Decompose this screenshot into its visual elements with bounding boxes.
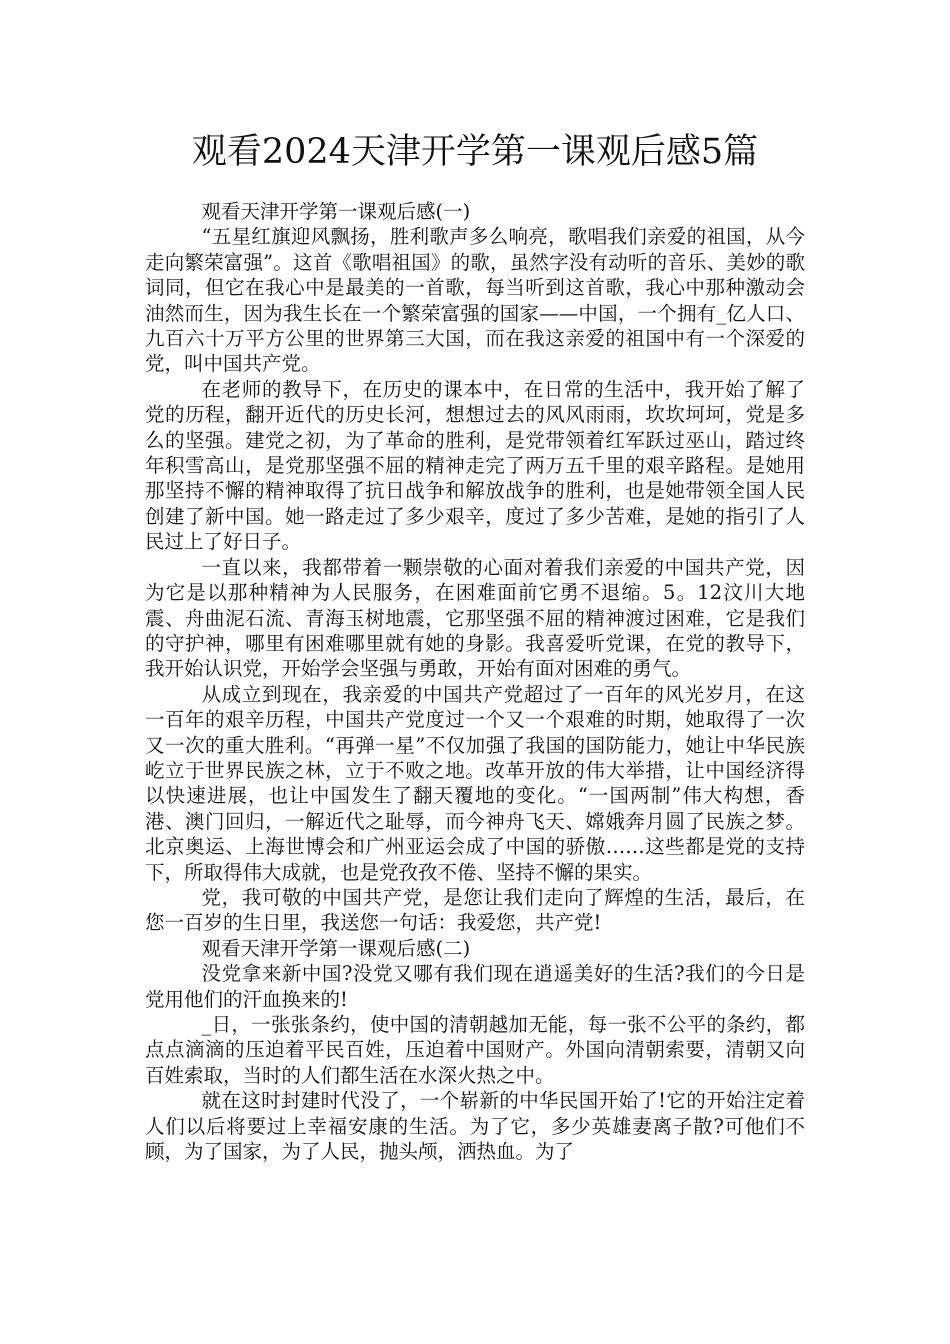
- section-heading-2: 观看天津开学第一课观后感(二): [201, 936, 471, 960]
- document-title: 观看2024天津开学第一课观后感5篇: [191, 132, 759, 172]
- paragraph: 就在这时封建时代没了，一个崭新的中华民国开始了!它的开始注定着人们以后将要过上幸福安康的生活。为了它，多少英雄妻离子散?可他们不顾，为了国家，为了人民，抛头颅，洒热血。为了: [145, 1089, 805, 1164]
- paragraph: _日，一张张条约，使中国的清朝越加无能，每一张不公平的条约，都点点滴滴的压迫着平民百姓，压迫着中国财产。外国向清朝索要，清朝又向百姓索取，当时的人们都生活在水深火热之中。: [145, 1013, 805, 1087]
- paragraph: 没党拿来新中国?没党又哪有我们现在逍遥美好的生活?我们的今日是党用他们的汗血换来的!: [145, 962, 805, 1011]
- paragraph: 从成立到现在，我亲爱的中国共产党超过了一百年的风光岁月，在这一百年的艰辛历程，中国共产党度过一个又一个艰难的时期，她取得了一次又一次的重大胜利。“再弹一星”不仅加强了我国的国防能力，她让中华民族屹立于世界民族之林，立于不败之地。改革开放的伟大举措，让中国经济得以快速进展，也让中国发生了翻天覆地的变化。“一国两制”伟大构想，香港、澳门回归，一解近代之耻辱，而今神舟飞天、嫦娥奔月圆了民族之梦。北京奥运、上海世博会和广州亚运会成了中国的骄傲……这些都是党的支持下，所取得伟大成就，也是党孜孜不倦、坚持不懈的果实。: [145, 682, 805, 884]
- document-body: [145, 199, 805, 1164]
- paragraph: 一直以来，我都带着一颗崇敬的心面对着我们亲爱的中国共产党，因为它是以那种精神为人民服务，在困难面前它勇不退缩。5。12汶川大地震、舟曲泥石流、青海玉树地震，它那坚强不屈的精神渡过困难，它是我们的守护神，哪里有困难哪里就有她的身影。我喜爱听党课，在党的教导下，我开始认识党，开始学会坚强与勇敢，开始有面对困难的勇气。: [145, 555, 805, 681]
- paragraph: 党，我可敬的中国共产党，是您让我们走向了辉煌的生活，最后，在您一百岁的生日里，我送您一句话：我爱您，共产党!: [145, 885, 805, 935]
- section-heading-1: 观看天津开学第一课观后感(一): [201, 200, 471, 223]
- paragraph: 在老师的教导下，在历史的课本中，在日常的生活中，我开始了解了党的历程，翻开近代的历史长河，想想过去的风风雨雨，坎坎坷坷，党是多么的坚强。建党之初，为了革命的胜利，是党带领着红军跃过巫山，踏过终年积雪高山，是党那坚强不屈的精神走完了两万五千里的艰辛路程。是她用那坚持不懈的精神取得了抗日战争和解放战争的胜利，也是她带领全国人民创建了新中国。她一路走过了多少艰辛，度过了多少苦难，是她的指引了人民过上了好日子。: [145, 377, 805, 554]
- paragraph: “五星红旗迎风飘扬，胜利歌声多么响亮，歌唱我们亲爱的祖国，从今走向繁荣富强”。这首《歌唱祖国》的歌，虽然字没有动听的音乐、美妙的歌词同，但它在我心中是最美的一首歌，每当听到这首歌，我心中那种激动会油然而生，因为我生长在一个繁荣富强的国家——中国，一个拥有_亿人口、九百六十万平方公里的世界第三大国，而在我这亲爱的祖国中有一个深爱的党，叫中国共产党。: [145, 225, 805, 376]
